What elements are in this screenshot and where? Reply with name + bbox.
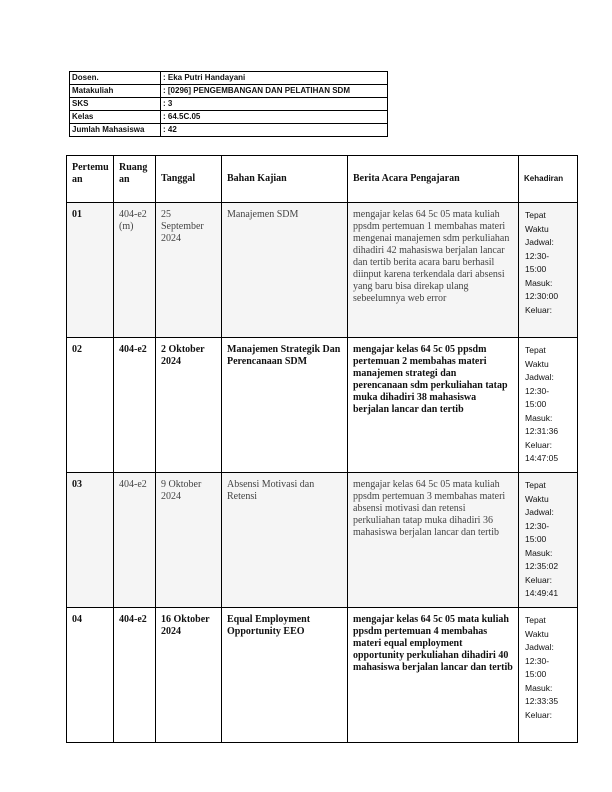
kehadiran-line: 12:31:36 [525, 426, 559, 436]
kehadiran-line: 12:30- [525, 250, 550, 261]
info-value: : Eka Putri Handayani [161, 72, 388, 85]
kehadiran-line: 14:47:05 [525, 453, 559, 463]
kehadiran-line: Masuk: [525, 682, 553, 693]
header-tanggal: Tanggal [156, 156, 222, 203]
kehadiran-line: 14:49:41 [525, 588, 559, 598]
cell-berita: mengajar kelas 64 5c 05 mata kuliah ppsdm pertemuan 4 membahas materi equal employment opportunity perkuliahan dihadiri 40 mahasiswa berjalan lancar dan tertib [348, 608, 519, 743]
cell-kehadiran [519, 338, 578, 473]
table-row [67, 473, 578, 608]
info-value: : 42 [161, 124, 388, 137]
kehadiran-line: Jadwal: [525, 507, 554, 517]
kehadiran-line: Waktu [525, 358, 549, 369]
cell-bahan: Absensi Motivasi dan Retensi [222, 473, 348, 608]
info-key: Kelas [70, 111, 161, 124]
info-key: Dosen. [70, 72, 161, 85]
info-key: Matakuliah [70, 85, 161, 98]
kehadiran-line: 15:00 [525, 669, 547, 679]
kehadiran-line: 12:30- [525, 655, 550, 666]
cell-tanggal: 16 Oktober 2024 [156, 608, 222, 743]
kehadiran-line: Jadwal: [525, 642, 554, 652]
kehadiran-line: 12:33:35 [525, 696, 559, 706]
cell-berita: mengajar kelas 64 5c 05 ppsdm pertemuan 2 membahas materi manajemen strategi dan perencanaan sdm perkuliahan tatap muka dihadiri 38 mahasiswa berjalan lancar dan tertib [348, 338, 519, 473]
table-row [67, 203, 578, 338]
kehadiran-line: Keluar: [525, 574, 552, 585]
cell-ruang: 404-e2 [114, 338, 156, 473]
info-row-dosen [70, 72, 388, 85]
kehadiran-line: Tepat [525, 615, 546, 625]
kehadiran-line: Waktu [525, 223, 549, 234]
table-row [67, 608, 578, 743]
cell-pertemuan: 03 [67, 473, 114, 608]
cell-kehadiran [519, 608, 578, 743]
kehadiran-line: Masuk: [525, 547, 553, 558]
cell-bahan: Equal Employment Opportunity EEO [222, 608, 348, 743]
info-key: SKS [70, 98, 161, 111]
cell-pertemuan: 01 [67, 203, 114, 338]
cell-ruang: 404-e2 [114, 608, 156, 743]
cell-kehadiran [519, 203, 578, 338]
header-bahan: Bahan Kajian [222, 156, 348, 203]
kehadiran-line: Jadwal: [525, 372, 554, 382]
kehadiran-line: Keluar: [525, 439, 552, 450]
cell-pertemuan: 02 [67, 338, 114, 473]
cell-tanggal: 25 September 2024 [156, 203, 222, 338]
kehadiran-line: Keluar: [525, 304, 552, 315]
cell-bahan: Manajemen Strategik Dan Perencanaan SDM [222, 338, 348, 473]
course-info-table [69, 71, 388, 137]
cell-tanggal: 9 Oktober 2024 [156, 473, 222, 608]
header-kehadiran: Kehadiran [519, 156, 578, 203]
kehadiran-line: Waktu [525, 493, 549, 504]
table-header-row [67, 156, 578, 203]
cell-berita: mengajar kelas 64 5c 05 mata kuliah ppsdm pertemuan 1 membahas materi mengenai manajemen sdm perkuliahan dihadiri 42 mahasiswa berjalan lancar dan tertib berita acara baru berhasil diinput karena terkendala dari absensi yang baru bisa direkap ulang sebeelumnya web error [348, 203, 519, 338]
info-value: : 64.5C.05 [161, 111, 388, 124]
kehadiran-line: 15:00 [525, 399, 547, 409]
cell-tanggal: 2 Oktober 2024 [156, 338, 222, 473]
cell-kehadiran [519, 473, 578, 608]
kehadiran-line: Tepat [525, 345, 546, 355]
info-row-sks [70, 98, 388, 111]
info-key: Jumlah Mahasiswa [70, 124, 161, 137]
info-value: : [0296] PENGEMBANGAN DAN PELATIHAN SDM [161, 85, 388, 98]
info-row-jumlah [70, 124, 388, 137]
header-ruang: Ruang an [114, 156, 156, 203]
kehadiran-line: Tepat [525, 480, 546, 490]
info-value: : 3 [161, 98, 388, 111]
info-row-kelas [70, 111, 388, 124]
kehadiran-line: 12:30- [525, 385, 550, 396]
kehadiran-line: Waktu [525, 628, 549, 639]
kehadiran-line: 12:35:02 [525, 561, 559, 571]
kehadiran-line: 12:30:00 [525, 291, 559, 301]
info-row-matakuliah [70, 85, 388, 98]
attendance-table [66, 155, 578, 743]
kehadiran-line: Masuk: [525, 412, 553, 423]
cell-ruang: 404-e2 [114, 473, 156, 608]
kehadiran-line: 12:30- [525, 520, 550, 531]
cell-pertemuan: 04 [67, 608, 114, 743]
cell-berita: mengajar kelas 64 5c 05 mata kuliah ppsdm pertemuan 3 membahas materi absensi motivasi dan retensi perkuliahan tatap muka dihadiri 36 mahasiswa berjalan lancar dan tertib [348, 473, 519, 608]
cell-ruang: 404-e2 (m) [114, 203, 156, 338]
kehadiran-line: 15:00 [525, 534, 547, 544]
kehadiran-line: Tepat [525, 210, 546, 220]
header-pertemuan: Pertemu an [67, 156, 114, 203]
kehadiran-line: 15:00 [525, 264, 547, 274]
kehadiran-line: Masuk: [525, 277, 553, 288]
header-berita: Berita Acara Pengajaran [348, 156, 519, 203]
cell-bahan: Manajemen SDM [222, 203, 348, 338]
kehadiran-line: Keluar: [525, 709, 552, 720]
kehadiran-line: Jadwal: [525, 237, 554, 247]
table-row [67, 338, 578, 473]
